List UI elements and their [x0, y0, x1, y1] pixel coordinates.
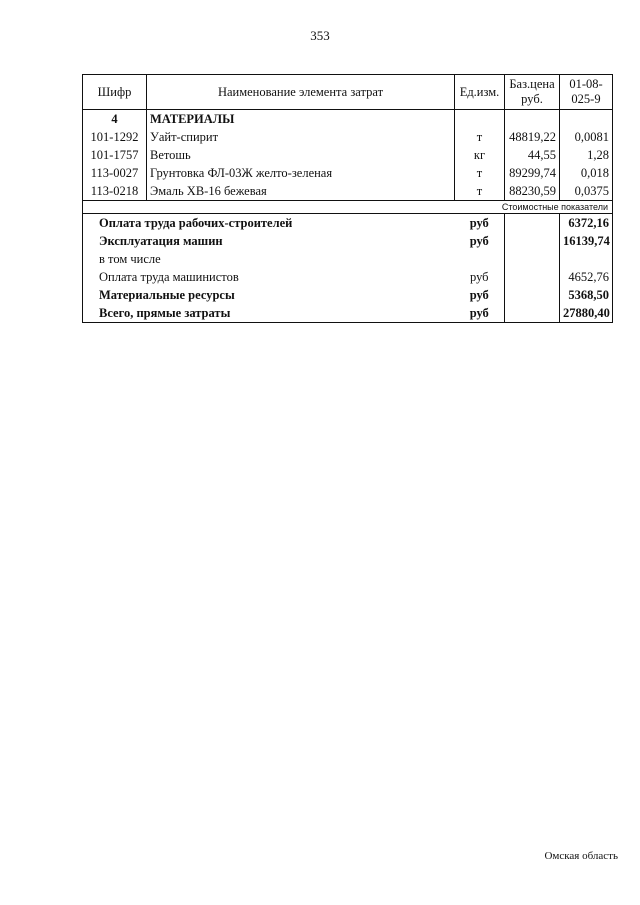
header-name: Наименование элемента затрат [147, 75, 455, 110]
header-code: Шифр [83, 75, 147, 110]
summary-row [83, 304, 613, 323]
summary-row [83, 286, 613, 304]
summary-label: Эксплуатация машин [83, 232, 455, 250]
material-unit: кг [455, 146, 505, 164]
section-title: МАТЕРИАЛЫ [147, 110, 455, 129]
summary-unit: руб [469, 270, 489, 284]
material-code: 101-1757 [83, 146, 147, 164]
table-row [83, 146, 613, 164]
material-code: 101-1292 [83, 128, 147, 146]
material-price: 48819,22 [505, 128, 560, 146]
cost-indicators-label: Стоимостные показатели [83, 201, 613, 214]
header-base-price: Баз.цена руб. [505, 75, 560, 110]
summary-value [560, 250, 613, 268]
material-unit: т [455, 128, 505, 146]
empty-cell [560, 110, 613, 129]
summary-label: Оплата труда машинистов [83, 268, 455, 286]
material-code: 113-0027 [83, 164, 147, 182]
material-qty: 0,018 [560, 164, 613, 182]
summary-label: Оплата труда рабочих-строителей [83, 214, 455, 233]
header-norm: 01-08-025-9 [560, 75, 613, 110]
material-name: Грунтовка ФЛ-03Ж желто-зеленая [147, 164, 455, 182]
summary-unit: руб [469, 288, 489, 302]
material-qty: 0,0081 [560, 128, 613, 146]
summary-value: 27880,40 [560, 304, 613, 323]
summary-value: 4652,76 [560, 268, 613, 286]
material-qty: 1,28 [560, 146, 613, 164]
table-row [83, 164, 613, 182]
header-unit: Ед.изм. [455, 75, 505, 110]
empty-cell [455, 110, 505, 129]
material-name: Ветошь [147, 146, 455, 164]
summary-unit [455, 250, 505, 268]
empty-cell [505, 304, 560, 323]
empty-cell [505, 214, 560, 233]
empty-cell [505, 250, 560, 268]
summary-value: 6372,16 [560, 214, 613, 233]
section-code: 4 [83, 110, 147, 129]
cost-indicators-row [83, 201, 613, 214]
material-qty: 0,0375 [560, 182, 613, 201]
table-header-row [83, 75, 613, 110]
summary-label: в том числе [83, 250, 455, 268]
empty-cell [505, 110, 560, 129]
page-number: 353 [310, 28, 330, 43]
region-footer: Омская область [544, 850, 618, 862]
summary-unit: руб [455, 304, 505, 323]
summary-value: 5368,50 [560, 286, 613, 304]
summary-label: Материальные ресурсы [83, 286, 455, 304]
material-price: 89299,74 [505, 164, 560, 182]
empty-cell [505, 268, 560, 286]
material-unit: т [455, 182, 505, 201]
summary-unit: руб [469, 234, 489, 248]
section-row [83, 110, 613, 129]
summary-row [83, 250, 613, 268]
summary-row [83, 214, 613, 233]
summary-label: Всего, прямые затраты [83, 304, 455, 323]
table-row [83, 182, 613, 201]
summary-value: 16139,74 [560, 232, 613, 250]
summary-row [83, 232, 613, 250]
material-price: 44,55 [505, 146, 560, 164]
material-price: 88230,59 [505, 182, 560, 201]
material-name: Эмаль ХВ-16 бежевая [147, 182, 455, 201]
table-row [83, 128, 613, 146]
material-name: Уайт-спирит [147, 128, 455, 146]
material-unit: т [455, 164, 505, 182]
summary-unit: руб [469, 216, 489, 230]
empty-cell [505, 286, 560, 304]
summary-row [83, 268, 613, 286]
material-code: 113-0218 [83, 182, 147, 201]
empty-cell [505, 232, 560, 250]
cost-table [82, 74, 612, 323]
